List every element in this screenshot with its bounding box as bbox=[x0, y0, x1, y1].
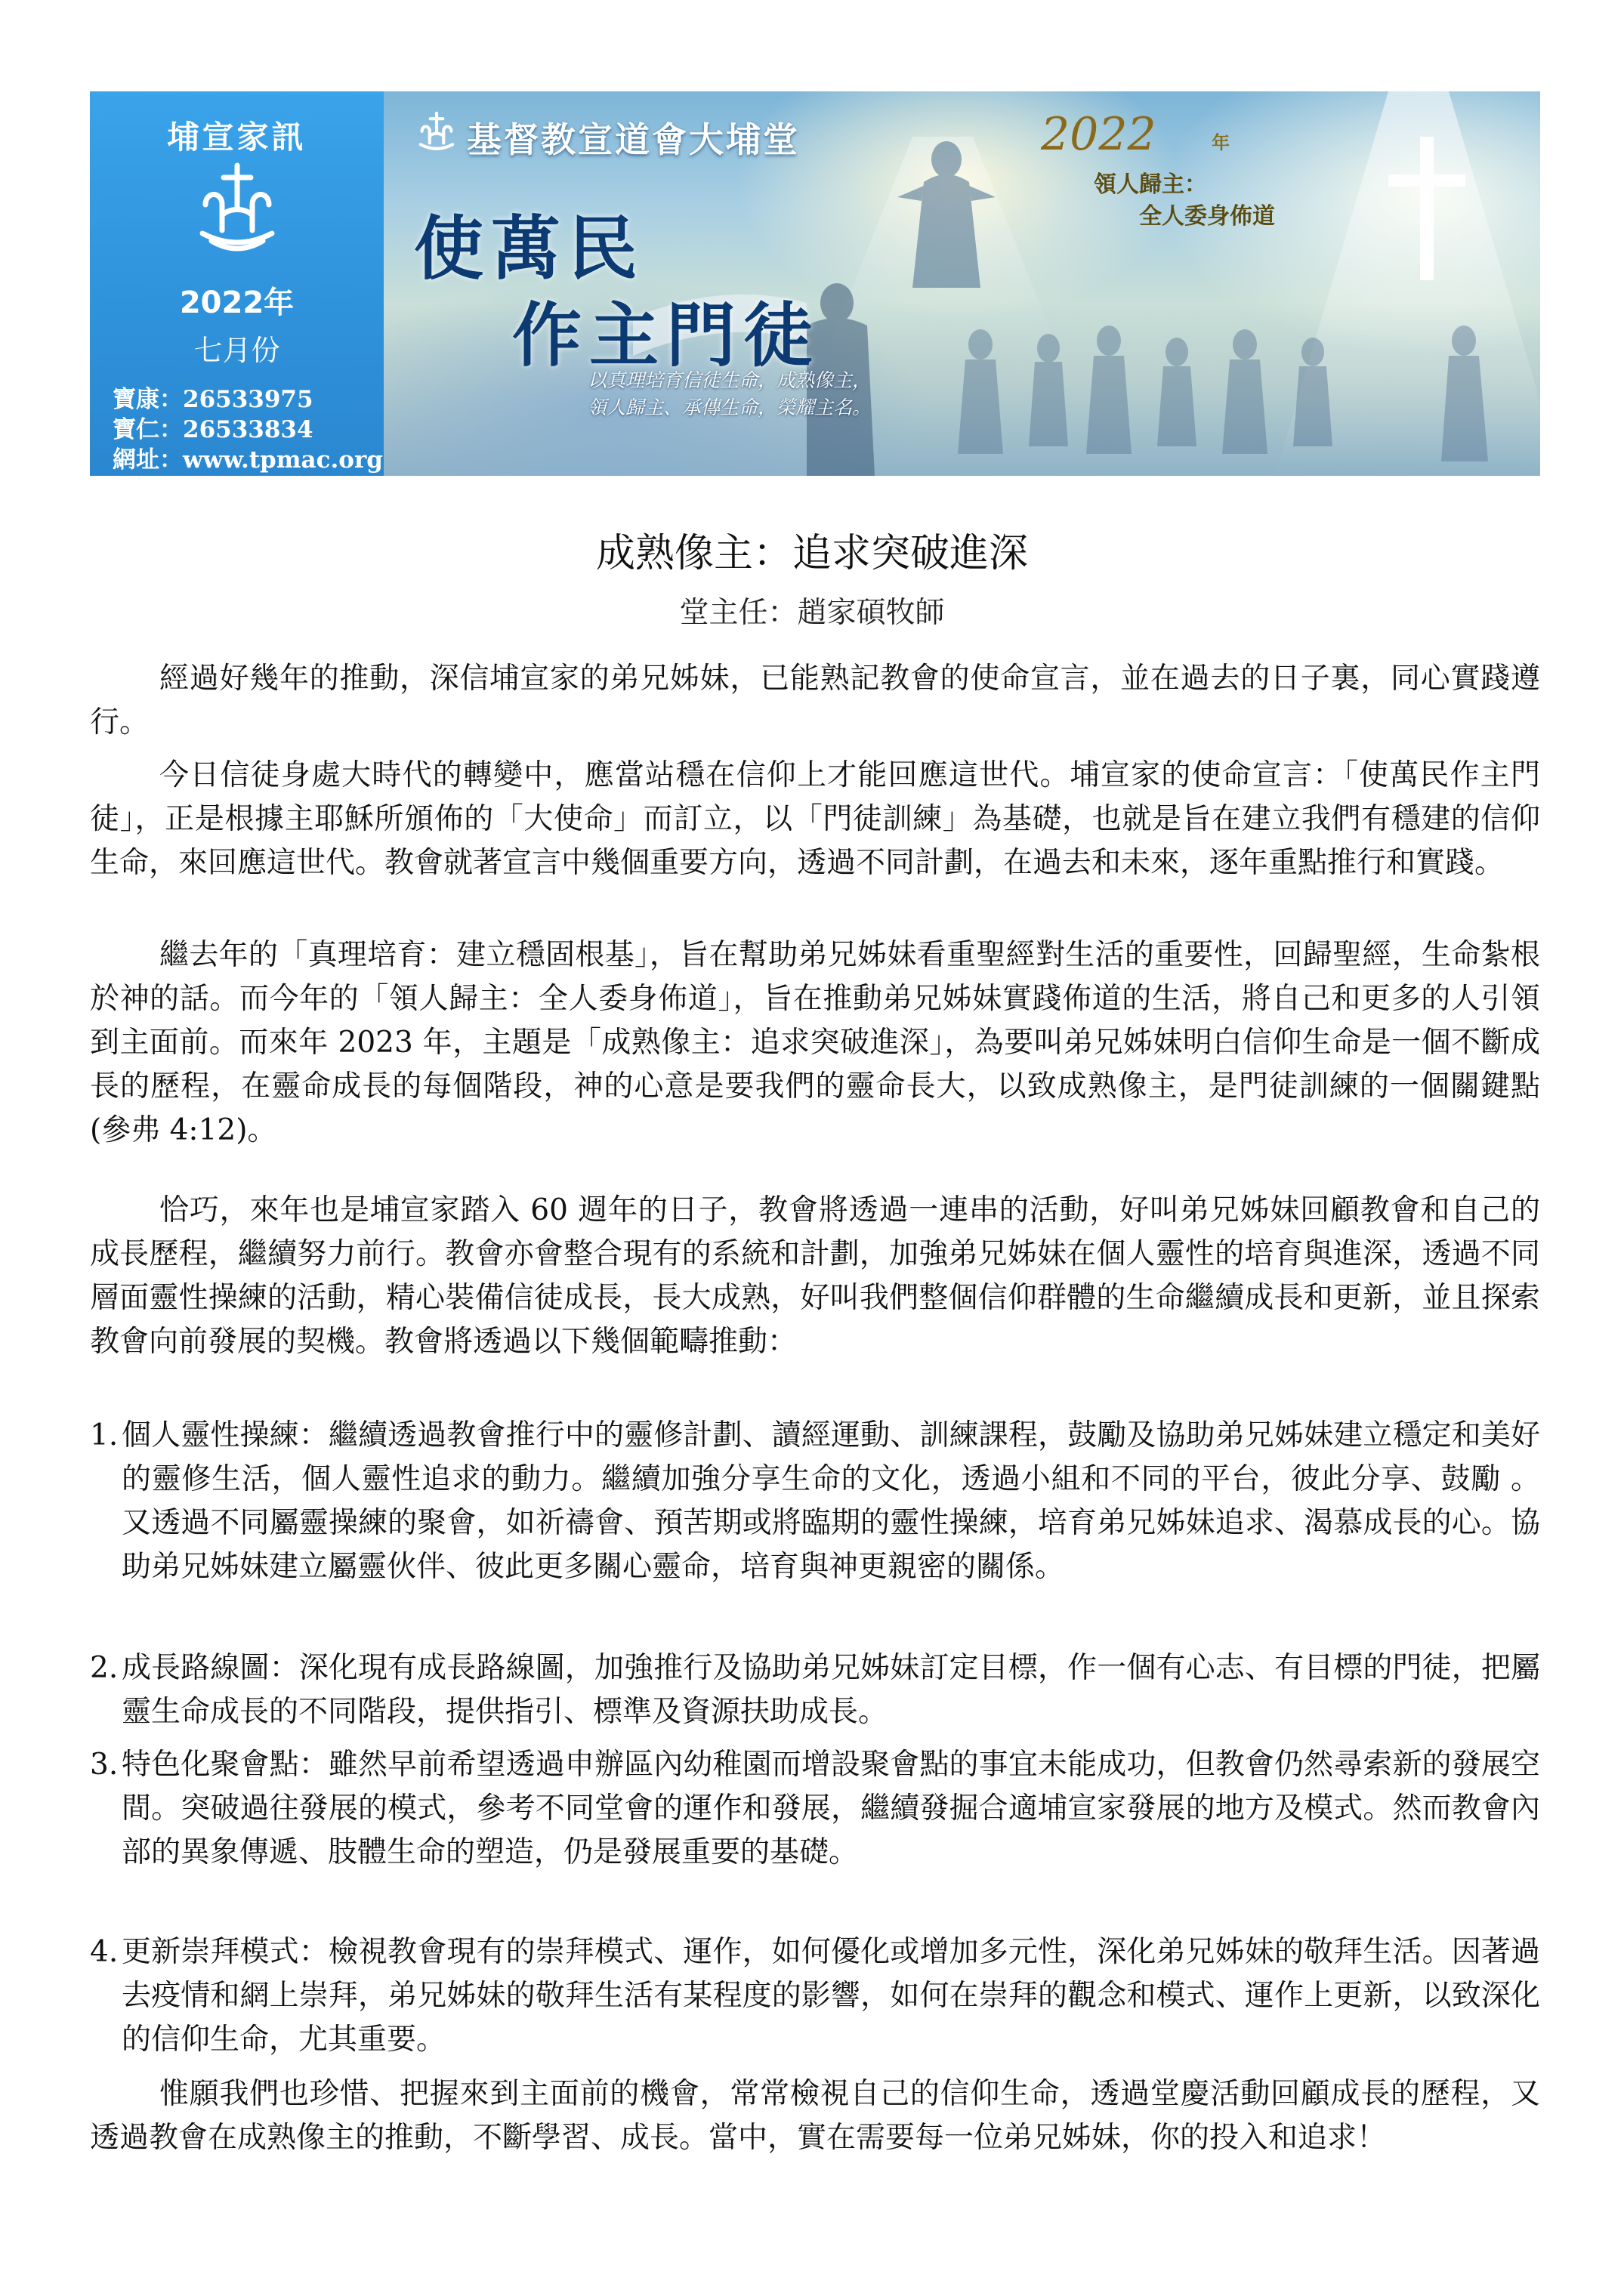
list-item-number: 2. bbox=[90, 1651, 119, 1685]
list-item-text: 特色化聚會點：雖然早前希望透過申辦區內幼稚園而增設聚會點的事宜未能成功，但教會仍然尋索新的發展空間。突破過往發展的模式，參考不同堂會的運作和發展，繼續發掘合適埔宣家發展的地方及模式。然而教會內部的異象傳遞、肢體生命的塑造，仍是發展重要的基礎。 bbox=[122, 1748, 1540, 1869]
list-item bbox=[90, 1414, 1540, 1589]
church-name: 基督教宣道會大埔堂 bbox=[467, 119, 800, 160]
banner-artwork bbox=[384, 91, 1540, 476]
article-paragraph: 繼去年的「真理培育：建立穩固根基」，旨在幫助弟兄姊妹看重聖經對生活的重要性，回歸聖經，生命紮根於神的話。而今年的「領人歸主：全人委身佈道」，旨在推動弟兄姊妹實踐佈道的生活，將自己和更多的人引領到主面前。而來年 2023 年，主題是「成熟像主：追求突破進深」，為要叫弟兄姊妹明白信仰生命是一個不斷成長的歷程，在靈命成長的每個階段，神的心意是要我們的靈命長大，以致成熟像主，是門徒訓練的一個關鍵點(參弗 4:12)。 bbox=[90, 938, 1540, 1147]
newsletter-title: 埔宣家訊 bbox=[167, 119, 307, 156]
title-main: 追求突破進深 bbox=[792, 531, 1029, 576]
mission-statement bbox=[588, 367, 871, 421]
newsletter-year: 2022年 bbox=[179, 285, 295, 320]
slogan-line: 使萬民 bbox=[414, 208, 646, 289]
list-item-number: 3. bbox=[90, 1748, 119, 1782]
contact-line: 寶仁：26533834 bbox=[113, 416, 313, 443]
list-item-text: 個人靈性操練：繼續透過教會推行中的靈修計劃、讀經運動、訓練課程，鼓勵及協助弟兄姊妹建立穩定和美好的靈修生活，個人靈性追求的動力。繼續加強分享生命的文化，透過小組和不同的平台，彼此分享、鼓勵 。又透過不同屬靈操練的聚會，如祈禱會、預苦期或將臨期的靈性操練，培育弟兄姊妹追求、渴慕成長的心。協助弟兄姊妹建立屬靈伙伴、彼此更多關心靈命，培育與神更親密的關係。 bbox=[122, 1418, 1540, 1584]
article-author: 堂主任：趙家碩牧師 bbox=[679, 596, 945, 630]
slogan-line: 作主門徒 bbox=[512, 295, 821, 376]
list-item-number: 4. bbox=[90, 1935, 119, 1969]
newsletter-month: 七月份 bbox=[193, 334, 280, 367]
list-item-number: 1. bbox=[90, 1418, 119, 1452]
list-item-text: 成長路線圖：深化現有成長路線圖，加強推行及協助弟兄姊妹訂定目標，作一個有心志、有目標的門徒，把屬靈生命成長的不同階段，提供指引、標準及資源扶助成長。 bbox=[122, 1651, 1540, 1729]
church-logo-icon bbox=[414, 111, 459, 156]
title-prefix: 成熟像主： bbox=[595, 531, 792, 576]
list-item bbox=[90, 1646, 1540, 1734]
article-paragraph: 經過好幾年的推動，深信埔宣家的弟兄姊妹，已能熟記教會的使命宣言，並在過去的日子裏，同心實踐遵行。 bbox=[90, 662, 1540, 739]
banner-sidebar bbox=[90, 91, 384, 476]
article-paragraph: 今日信徒身處大時代的轉變中，應當站穩在信仰上才能回應這世代。埔宣家的使命宣言：「使萬民作主門徒」，正是根據主耶穌所頒佈的「大使命」而訂立，以「門徒訓練」為基礎，也就是旨在建立我們有穩建的信仰生命，來回應這世代。教會就著宣言中幾個重要方向，透過不同計劃，在過去和未來，逐年重點推行和實踐。 bbox=[90, 758, 1540, 880]
mission-line: 領人歸主、承傳生命，榮耀主名。 bbox=[588, 397, 872, 418]
contact-line: 網址：www.tpmac.org bbox=[113, 446, 383, 474]
newsletter-banner bbox=[90, 91, 1540, 476]
article-title bbox=[0, 521, 1624, 578]
theme-line: 全人委身佈道 bbox=[1139, 203, 1275, 230]
closing-paragraph: 惟願我們也珍惜、把握來到主面前的機會，常常檢視自己的信仰生命，透過堂慶活動回顧成長的歷程，又透過教會在成熟像主的推動，不斷學習、成長。當中，實在需要每一位弟兄姊妹，你的投入和追求！ bbox=[90, 2077, 1540, 2155]
mission-line: 以真理培育信徒生命，成熟像主， bbox=[588, 369, 872, 391]
list-item bbox=[90, 1743, 1540, 1875]
church-logo-icon bbox=[192, 161, 283, 259]
list-item-text: 更新崇拜模式：檢視教會現有的崇拜模式、運作，如何優化或增加多元性，深化弟兄姊妹的敬拜生活。因著過去疫情和網上崇拜，弟兄姊妹的敬拜生活有某程度的影響，如何在崇拜的觀念和模式、運作上更新，以致深化的信仰生命，尤其重要。 bbox=[122, 1935, 1540, 2057]
list-item bbox=[90, 1930, 1540, 2062]
theme-line: 領人歸主： bbox=[1094, 171, 1207, 198]
theme-year-suffix: 年 bbox=[1212, 132, 1230, 153]
article-paragraph: 恰巧，來年也是埔宣家踏入 60 週年的日子，教會將透過一連串的活動，好叫弟兄姊妹回顧教會和自己的成長歷程，繼續努力前行。教會亦會整合現有的系統和計劃，加強弟兄姊妹在個人靈性的培育與進深，透過不同層面靈性操練的活動，精心裝備信徒成長，長大成熟，好叫我們整個信仰群體的生命繼續成長和更新，並且探索教會向前發展的契機。教會將透過以下幾個範疇推動： bbox=[90, 1193, 1540, 1359]
contact-line: 寶康：26533975 bbox=[113, 386, 313, 413]
theme-year: 2022 bbox=[1041, 108, 1156, 161]
